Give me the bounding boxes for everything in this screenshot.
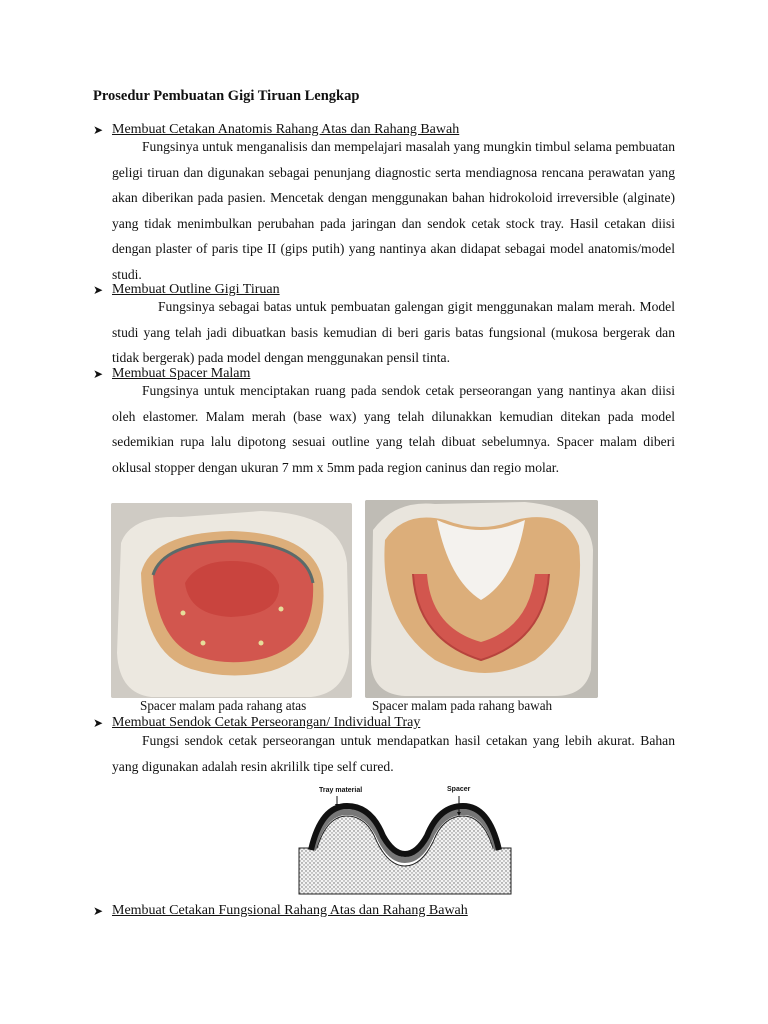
label-spacer: Spacer (447, 786, 471, 793)
bullet-arrow-icon: ➤ (93, 903, 104, 918)
caption-upper-jaw: Spacer malam pada rahang atas (140, 698, 307, 713)
bullet-arrow-icon: ➤ (93, 282, 104, 297)
bullet-arrow-icon: ➤ (93, 122, 104, 137)
section-body-spacer (112, 378, 675, 480)
body-text: Fungsi sendok cetak perseorangan untuk mendapatkan hasil cetakan yang lebih akurat. Bahan yang digunakan adalah resin akrililk tipe self cured. (112, 733, 675, 774)
section-body-individual-tray (112, 728, 675, 779)
document-title: Prosedur Pembuatan Gigi Tiruan Lengkap (93, 88, 360, 104)
body-text: Fungsinya untuk menciptakan ruang pada sendok cetak perseorangan yang nantinya akan diisi oleh elastomer. Malam merah (base wax) yang telah dilunakkan kemudian ditekan pada model sedemikian rupa lalu dipotong sesuai outline yang telah dibuat sebelumnya. Spacer malam diberi oklusal stopper dengan ukuran 7 mm x 5mm pada region caninus dan regio molar. (112, 383, 675, 475)
heading-text: Membuat Cetakan Fungsional Rahang Atas dan Rahang Bawah (112, 903, 468, 918)
body-text: Fungsinya untuk menganalisis dan mempelajari masalah yang mungkin timbul selama pembuatan geligi tiruan dan digunakan sebagai penunjang diagnostic serta mendiagnosa rencana perawatan yang akan diberikan pada pasien. Mencetak dengan menggunakan bahan hidrokoloid irreversible (alginate) yang tidak menimbulkan perubahan pada jaringan dan sendok cetak stock tray. Hasil cetakan diisi dengan plaster of paris tipe II (gips putih) yang nantinya akan didapat sebagai model anatomis/model studi. (112, 139, 675, 282)
bullet-arrow-icon: ➤ (93, 715, 104, 730)
section-heading-fungsional (93, 903, 468, 919)
heading-text: Membuat Spacer Malam (112, 366, 251, 381)
section-body-outline (112, 294, 675, 371)
heading-text: Membuat Cetakan Anatomis Rahang Atas dan Rahang Bawah (112, 122, 460, 137)
caption-lower-jaw: Spacer malam pada rahang bawah (372, 698, 553, 713)
tray-spacer-diagram (297, 786, 513, 896)
heading-text: Membuat Sendok Cetak Perseorangan/ Individual Tray (112, 715, 421, 730)
heading-text: Membuat Outline Gigi Tiruan (112, 282, 280, 297)
body-text: Fungsinya sebagai batas untuk pembuatan galengan gigit menggunakan malam merah. Model studi yang telah jadi dibuatkan basis kemudian di beri garis batas fungsional (mukosa bergerak dan tidak bergerak) pada model dengan menggunakan pensil tinta. (112, 299, 675, 366)
section-body-anatomis (112, 134, 675, 288)
label-tray-material: Tray material (319, 787, 363, 794)
photo-upper-jaw-spacer (111, 503, 352, 698)
photo-lower-jaw-spacer (365, 500, 598, 698)
bullet-arrow-icon: ➤ (93, 366, 104, 381)
